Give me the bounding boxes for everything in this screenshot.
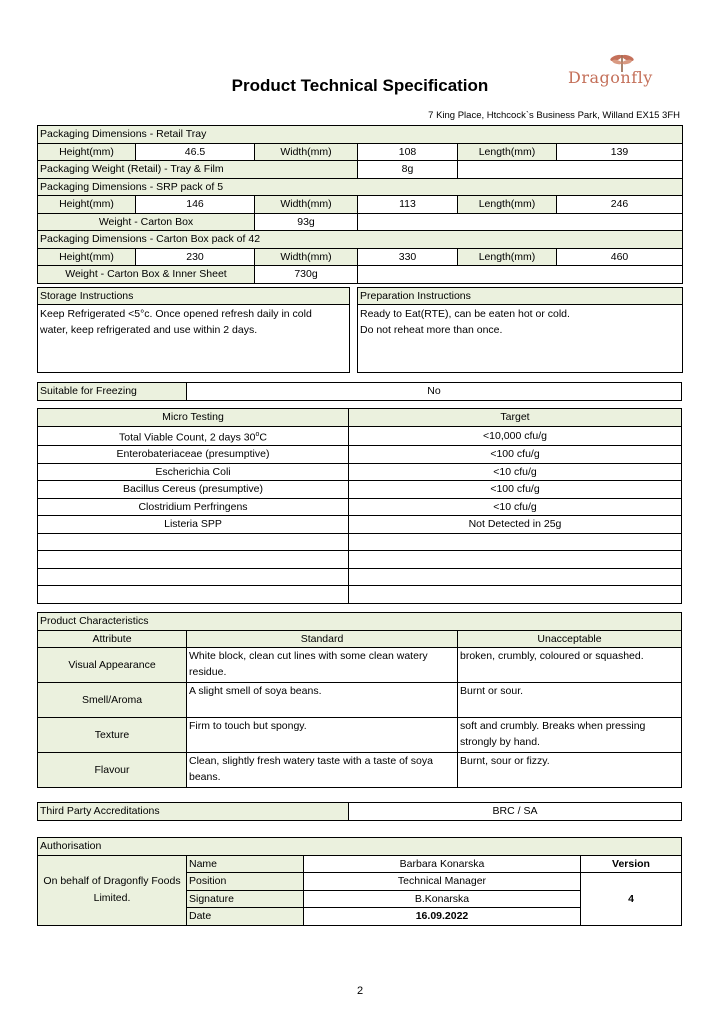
micro-test: Clostridium Perfringens [38, 498, 349, 516]
accreditations-table [37, 802, 682, 821]
empty-cell [349, 568, 682, 586]
length-label: Length(mm) [458, 196, 557, 214]
logo-text: Dragonfly [568, 68, 653, 87]
micro-target: <100 cfu/g [349, 481, 682, 499]
empty-cell [38, 551, 349, 569]
freezing-label: Suitable for Freezing [38, 383, 187, 401]
standard-cell: Clean, slightly fresh watery taste with a taste of soya beans. [187, 753, 458, 788]
storage-box [37, 287, 350, 373]
unacceptable-cell: broken, crumbly, coloured or squashed. [458, 648, 682, 683]
empty-cell [38, 568, 349, 586]
company-address: 7 King Place, Htchcock`s Business Park, Willand EX15 3FH [428, 110, 680, 121]
empty-cell [458, 161, 683, 179]
height-label: Height(mm) [38, 196, 136, 214]
version-value: 4 [581, 873, 682, 926]
retail-width: 108 [358, 143, 458, 161]
micro-col-test: Micro Testing [38, 409, 349, 427]
page-number: 2 [356, 985, 364, 997]
micro-table [37, 408, 682, 604]
retail-tray-label: Packaging Dimensions - Retail Tray [38, 126, 683, 144]
carton42-width: 330 [358, 248, 458, 266]
storage-line-1: Keep Refrigerated <5°c. Once opened refresh daily in cold [40, 308, 312, 320]
date-label: Date [187, 908, 304, 926]
date-value: 16.09.2022 [304, 908, 581, 926]
srp-length: 246 [557, 196, 683, 214]
unacceptable-cell: Burnt or sour. [458, 683, 682, 718]
micro-test: Enterobateriaceae (presumptive) [38, 446, 349, 464]
preparation-label: Preparation Instructions [358, 288, 682, 305]
attribute-cell: Smell/Aroma [38, 683, 187, 718]
unacceptable-cell: soft and crumbly. Breaks when pressing strongly by hand. [458, 718, 682, 753]
signature-label: Signature [187, 890, 304, 908]
storage-label: Storage Instructions [38, 288, 349, 305]
col-standard: Standard [187, 630, 458, 648]
col-unacceptable: Unacceptable [458, 630, 682, 648]
position-value: Technical Manager [304, 873, 581, 891]
version-label: Version [581, 855, 682, 873]
width-label: Width(mm) [255, 248, 358, 266]
preparation-box [357, 287, 683, 373]
name-label: Name [187, 855, 304, 873]
micro-col-target: Target [349, 409, 682, 427]
carton-inner-label: Weight - Carton Box & Inner Sheet [38, 266, 255, 284]
authorisation-table [37, 837, 682, 926]
empty-cell [38, 586, 349, 604]
micro-test: Bacillus Cereus (presumptive) [38, 481, 349, 499]
empty-cell [358, 213, 683, 231]
carton-weight-label: Weight - Carton Box [38, 213, 255, 231]
height-label: Height(mm) [38, 248, 136, 266]
retail-weight: 8g [358, 161, 458, 179]
micro-test: Listeria SPP [38, 516, 349, 534]
standard-cell: White block, clean cut lines with some clean watery residue. [187, 648, 458, 683]
carton42-length: 460 [557, 248, 683, 266]
micro-test: Escherichia Coli [38, 463, 349, 481]
standard-cell: A slight smell of soya beans. [187, 683, 458, 718]
name-value: Barbara Konarska [304, 855, 581, 873]
carton42-label: Packaging Dimensions - Carton Box pack of 42 [38, 231, 683, 249]
freezing-value: No [187, 383, 682, 401]
preparation-line-1: Ready to Eat(RTE), can be eaten hot or cold. [360, 308, 570, 320]
retail-weight-label: Packaging Weight (Retail) - Tray & Film [38, 161, 358, 179]
srp-height: 146 [136, 196, 255, 214]
attribute-cell: Flavour [38, 753, 187, 788]
empty-cell [358, 266, 683, 284]
signature-value: B.Konarska [304, 890, 581, 908]
freezing-table [37, 382, 682, 401]
micro-target: Not Detected in 25g [349, 516, 682, 534]
length-label: Length(mm) [458, 143, 557, 161]
micro-target: <10,000 cfu/g [349, 426, 682, 446]
micro-target: <10 cfu/g [349, 463, 682, 481]
storage-line-2: water, keep refrigerated and use within 2 days. [40, 324, 258, 336]
behalf-cell: On behalf of Dragonfly Foods Limited. [38, 855, 187, 925]
empty-cell [349, 586, 682, 604]
width-label: Width(mm) [255, 143, 358, 161]
position-label: Position [187, 873, 304, 891]
carton-weight: 93g [255, 213, 358, 231]
empty-cell [349, 551, 682, 569]
accreditations-value: BRC / SA [349, 803, 682, 821]
attribute-cell: Visual Appearance [38, 648, 187, 683]
attribute-cell: Texture [38, 718, 187, 753]
packaging-table [37, 125, 683, 284]
preparation-line-2: Do not reheat more than once. [360, 324, 503, 336]
characteristics-table [37, 612, 682, 788]
srp-label: Packaging Dimensions - SRP pack of 5 [38, 178, 683, 196]
height-label: Height(mm) [38, 143, 136, 161]
srp-width: 113 [358, 196, 458, 214]
unacceptable-cell: Burnt, sour or fizzy. [458, 753, 682, 788]
micro-test: Total Viable Count, 2 days 30$^o$C [38, 426, 349, 446]
width-label: Width(mm) [255, 196, 358, 214]
carton-inner-weight: 730g [255, 266, 358, 284]
col-attribute: Attribute [38, 630, 187, 648]
dragonfly-logo [558, 52, 678, 100]
length-label: Length(mm) [458, 248, 557, 266]
accreditations-label: Third Party Accreditations [38, 803, 349, 821]
characteristics-label: Product Characteristics [38, 613, 682, 631]
empty-cell [349, 533, 682, 551]
standard-cell: Firm to touch but spongy. [187, 718, 458, 753]
page-title: Product Technical Specification [231, 76, 489, 95]
retail-length: 139 [557, 143, 683, 161]
authorisation-label: Authorisation [38, 838, 682, 856]
retail-height: 46.5 [136, 143, 255, 161]
empty-cell [38, 533, 349, 551]
micro-target: <100 cfu/g [349, 446, 682, 464]
carton42-height: 230 [136, 248, 255, 266]
micro-target: <10 cfu/g [349, 498, 682, 516]
